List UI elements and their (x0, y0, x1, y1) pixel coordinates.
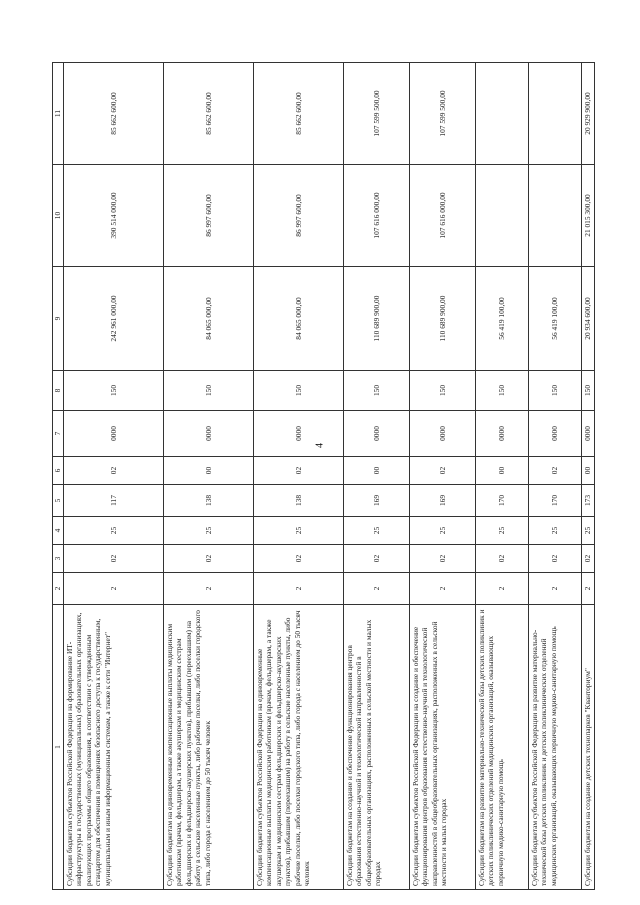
table-row (164, 63, 254, 890)
amount-col-9: 20 934 600,00 (582, 267, 595, 371)
code-col-6: 02 (64, 457, 164, 485)
code-col-4: 25 (476, 517, 529, 545)
code-col-2: 2 (64, 573, 164, 605)
table-row (529, 63, 582, 890)
header-cell: 2 (53, 573, 64, 605)
header-cell: 3 (53, 545, 64, 573)
code-col-4: 25 (344, 517, 410, 545)
code-col-3: 02 (529, 545, 582, 573)
code-col-8: 150 (410, 371, 476, 411)
code-col-4: 25 (164, 517, 254, 545)
code-col-7: 0000 (410, 411, 476, 457)
code-col-7: 0000 (529, 411, 582, 457)
code-col-4: 25 (410, 517, 476, 545)
table-row (476, 63, 529, 890)
table-row (410, 63, 476, 890)
code-col-6: 00 (476, 457, 529, 485)
code-col-4: 25 (529, 517, 582, 545)
code-col-6: 02 (529, 457, 582, 485)
row-description: Субсидии бюджетам субъектов Российской Федерации на единовременные компенсационные выплаты медицинским работникам (врачам, фельдшерам, а также акушеркам и медицинским сестрам фельдшерских и фельдшерско-акушерских пунктов), прибывшим (переехавшим) на работу в сельские населенные пункты, либо рабочие поселки, либо поселки городского типа, либо города с населением до 50 тысяч человек (254, 605, 344, 890)
code-col-5: 169 (344, 485, 410, 517)
code-col-6: 00 (582, 457, 595, 485)
amount-col-10: 21 015 300,00 (582, 165, 595, 267)
row-description: Субсидии бюджетам на единовременные компенсационные выплаты медицинским работникам (врачам, фельдшерам, а также акушеркам и медицинским сестрам фельдшерских и фельдшерско-акушерских пунктов), прибывшим (переехавшим) на работу в сельские населенные пункты, либо рабочие поселки, либо поселки городского типа, либо города с населением до 50 тысяч человек (164, 605, 254, 890)
amount-col-9: 242 961 000,00 (64, 267, 164, 371)
code-col-8: 150 (344, 371, 410, 411)
code-col-2: 2 (582, 573, 595, 605)
code-col-3: 02 (344, 545, 410, 573)
amount-col-9: 110 689 900,00 (410, 267, 476, 371)
amount-col-11: 85 662 600,00 (254, 63, 344, 165)
header-row (53, 63, 64, 890)
amount-col-11: 85 662 600,00 (164, 63, 254, 165)
code-col-7: 0000 (64, 411, 164, 457)
amount-col-10: 86 997 600,00 (254, 165, 344, 267)
code-col-5: 117 (64, 485, 164, 517)
amount-col-10 (529, 165, 582, 267)
code-col-4: 25 (582, 517, 595, 545)
row-description: Субсидии бюджетам субъектов Российской Федерации на формирование ИТ-инфраструктуры в государственных (муниципальных) образовательных организациях, реализующих программы общего образования, в соответствии с утвержденным стандартом для обеспечения в помещениях безопасного доступа к государственным, муниципальным и иным информационным системам, а также к сети "Интернет" (64, 605, 164, 890)
code-col-5: 173 (582, 485, 595, 517)
header-cell: 11 (53, 63, 64, 165)
amount-col-11 (529, 63, 582, 165)
code-col-6: 00 (164, 457, 254, 485)
code-col-3: 02 (582, 545, 595, 573)
header-cell: 5 (53, 485, 64, 517)
code-col-8: 150 (64, 371, 164, 411)
code-col-7: 0000 (476, 411, 529, 457)
code-col-6: 02 (254, 457, 344, 485)
page-number: 4 (314, 443, 326, 448)
rotated-table-container (52, 63, 592, 890)
header-cell: 1 (53, 605, 64, 890)
amount-col-10 (476, 165, 529, 267)
amount-col-9: 84 065 000,00 (254, 267, 344, 371)
code-col-8: 150 (476, 371, 529, 411)
header-cell: 4 (53, 517, 64, 545)
code-col-4: 25 (254, 517, 344, 545)
code-col-8: 150 (164, 371, 254, 411)
row-description: Субсидии бюджетам субъектов Российской Федерации на развитие материально-технической базы детских поликлиник и детских поликлинических отделений медицинских организаций, оказывающих первичную медико-санитарную помощь (529, 605, 582, 890)
code-col-7: 0000 (254, 411, 344, 457)
amount-col-11: 107 599 500,00 (410, 63, 476, 165)
table-row (254, 63, 344, 890)
header-cell: 10 (53, 165, 64, 267)
header-cell: 6 (53, 457, 64, 485)
amount-col-9: 56 419 100,00 (529, 267, 582, 371)
row-description: Субсидии бюджетам на развитие материально-технической базы детских поликлиник и детских поликлинических отделений медицинских организаций, оказывающих первичную медико-санитарную помощь (476, 605, 529, 890)
code-col-5: 138 (164, 485, 254, 517)
code-col-2: 2 (529, 573, 582, 605)
code-col-7: 0000 (582, 411, 595, 457)
code-col-3: 02 (410, 545, 476, 573)
amount-col-10: 86 997 600,00 (164, 165, 254, 267)
code-col-2: 2 (410, 573, 476, 605)
code-col-2: 2 (164, 573, 254, 605)
budget-table (52, 62, 595, 890)
table-row (344, 63, 410, 890)
code-col-2: 2 (344, 573, 410, 605)
amount-col-11 (476, 63, 529, 165)
code-col-2: 2 (476, 573, 529, 605)
amount-col-11: 107 599 500,00 (344, 63, 410, 165)
row-description: Субсидии бюджетам на создание и обеспечение функционирования центров образования естественно-научной и технологической направленностей в общеобразовательных организациях, расположенных в сельской местности и малых городах (344, 605, 410, 890)
code-col-5: 138 (254, 485, 344, 517)
amount-col-10: 107 616 000,00 (410, 165, 476, 267)
amount-col-10: 390 514 000,00 (64, 165, 164, 267)
code-col-3: 02 (164, 545, 254, 573)
amount-col-9: 84 065 000,00 (164, 267, 254, 371)
code-col-4: 25 (64, 517, 164, 545)
code-col-8: 150 (529, 371, 582, 411)
row-description: Субсидии бюджетам на создание детских технопарков "Кванториум" (582, 605, 595, 890)
header-cell: 9 (53, 267, 64, 371)
code-col-5: 169 (410, 485, 476, 517)
amount-col-9: 56 419 100,00 (476, 267, 529, 371)
header-cell: 8 (53, 371, 64, 411)
table-row (582, 63, 595, 890)
header-cell: 7 (53, 411, 64, 457)
amount-col-11: 85 662 600,00 (64, 63, 164, 165)
code-col-3: 02 (64, 545, 164, 573)
code-col-8: 150 (582, 371, 595, 411)
code-col-6: 02 (410, 457, 476, 485)
code-col-8: 150 (254, 371, 344, 411)
code-col-3: 02 (476, 545, 529, 573)
code-col-7: 0000 (164, 411, 254, 457)
code-col-3: 02 (254, 545, 344, 573)
amount-col-10: 107 616 000,00 (344, 165, 410, 267)
code-col-5: 170 (529, 485, 582, 517)
amount-col-11: 20 929 900,00 (582, 63, 595, 165)
row-description: Субсидии бюджетам субъектов Российской Федерации на создание и обеспечение функционирования центров образования естественно-научной и технологической направленностей в общеобразовательных организациях, расположенных в сельской местности и малых городах (410, 605, 476, 890)
table-row (64, 63, 164, 890)
code-col-2: 2 (254, 573, 344, 605)
code-col-7: 0000 (344, 411, 410, 457)
code-col-5: 170 (476, 485, 529, 517)
code-col-6: 00 (344, 457, 410, 485)
amount-col-9: 110 689 900,00 (344, 267, 410, 371)
